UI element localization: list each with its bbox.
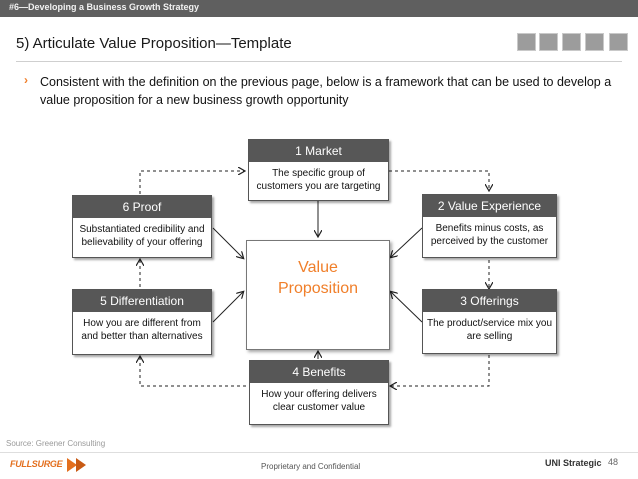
market-box (248, 139, 389, 201)
arrow-benefits-to-differentiation (140, 357, 246, 386)
arrow-value-experience-to-center (391, 228, 422, 257)
value-experience-desc: Benefits minus costs, as perceived by the customer (430, 223, 549, 247)
differentiation-box (72, 289, 212, 355)
arrow-proof-to-center (213, 228, 243, 258)
fullsurge-logo (10, 455, 90, 475)
proof-title: 6 Proof (73, 196, 211, 218)
page-title: 5) Articulate Value Proposition—Template (16, 35, 292, 52)
brand-name: UNI Strategic (545, 458, 602, 468)
bullet-icon: › (24, 73, 28, 87)
value-proposition-box (246, 240, 390, 350)
logo-arrows-icon (65, 456, 89, 474)
offerings-desc: The product/service mix you are selling (426, 318, 553, 342)
logo-text: FULLSURGE (10, 459, 63, 469)
benefits-title: 4 Benefits (250, 361, 388, 383)
offerings-title: 3 Offerings (423, 290, 556, 312)
intro-text: Consistent with the definition on the previous page, below is a framework that can be used to develop a value proposition for a new business growth opportunity (40, 75, 612, 107)
benefits-desc: How your offering delivers clear customer value (261, 389, 377, 413)
confidential-note: Proprietary and Confidential (261, 462, 361, 471)
market-title: 1 Market (249, 140, 388, 162)
center-line-2: Proposition (277, 280, 359, 297)
proof-box (72, 195, 212, 258)
footer-divider (0, 452, 638, 453)
arrow-market-to-value-experience (389, 171, 489, 190)
page-number: 48 (608, 457, 619, 467)
market-desc: The specific group of customers you are targeting (256, 168, 381, 192)
source-note: Source: Greener Consulting (6, 439, 106, 448)
arrow-proof-to-market (140, 171, 244, 194)
arrow-offerings-to-center (391, 292, 422, 322)
center-line-1: Value (298, 259, 338, 276)
arrow-differentiation-to-center (213, 292, 243, 322)
arrow-offerings-to-benefits (391, 355, 489, 386)
proof-desc: Substantiated credibility and believability of your offering (79, 224, 205, 248)
benefits-box (249, 360, 389, 425)
offerings-box (422, 289, 557, 354)
banner-text: #6—Developing a Business Growth Strategy (9, 2, 200, 12)
value-experience-title: 2 Value Experience (423, 195, 556, 217)
value-experience-box (422, 194, 557, 258)
differentiation-desc: How you are different from and better than alternatives (81, 318, 203, 342)
differentiation-title: 5 Differentiation (73, 290, 211, 312)
